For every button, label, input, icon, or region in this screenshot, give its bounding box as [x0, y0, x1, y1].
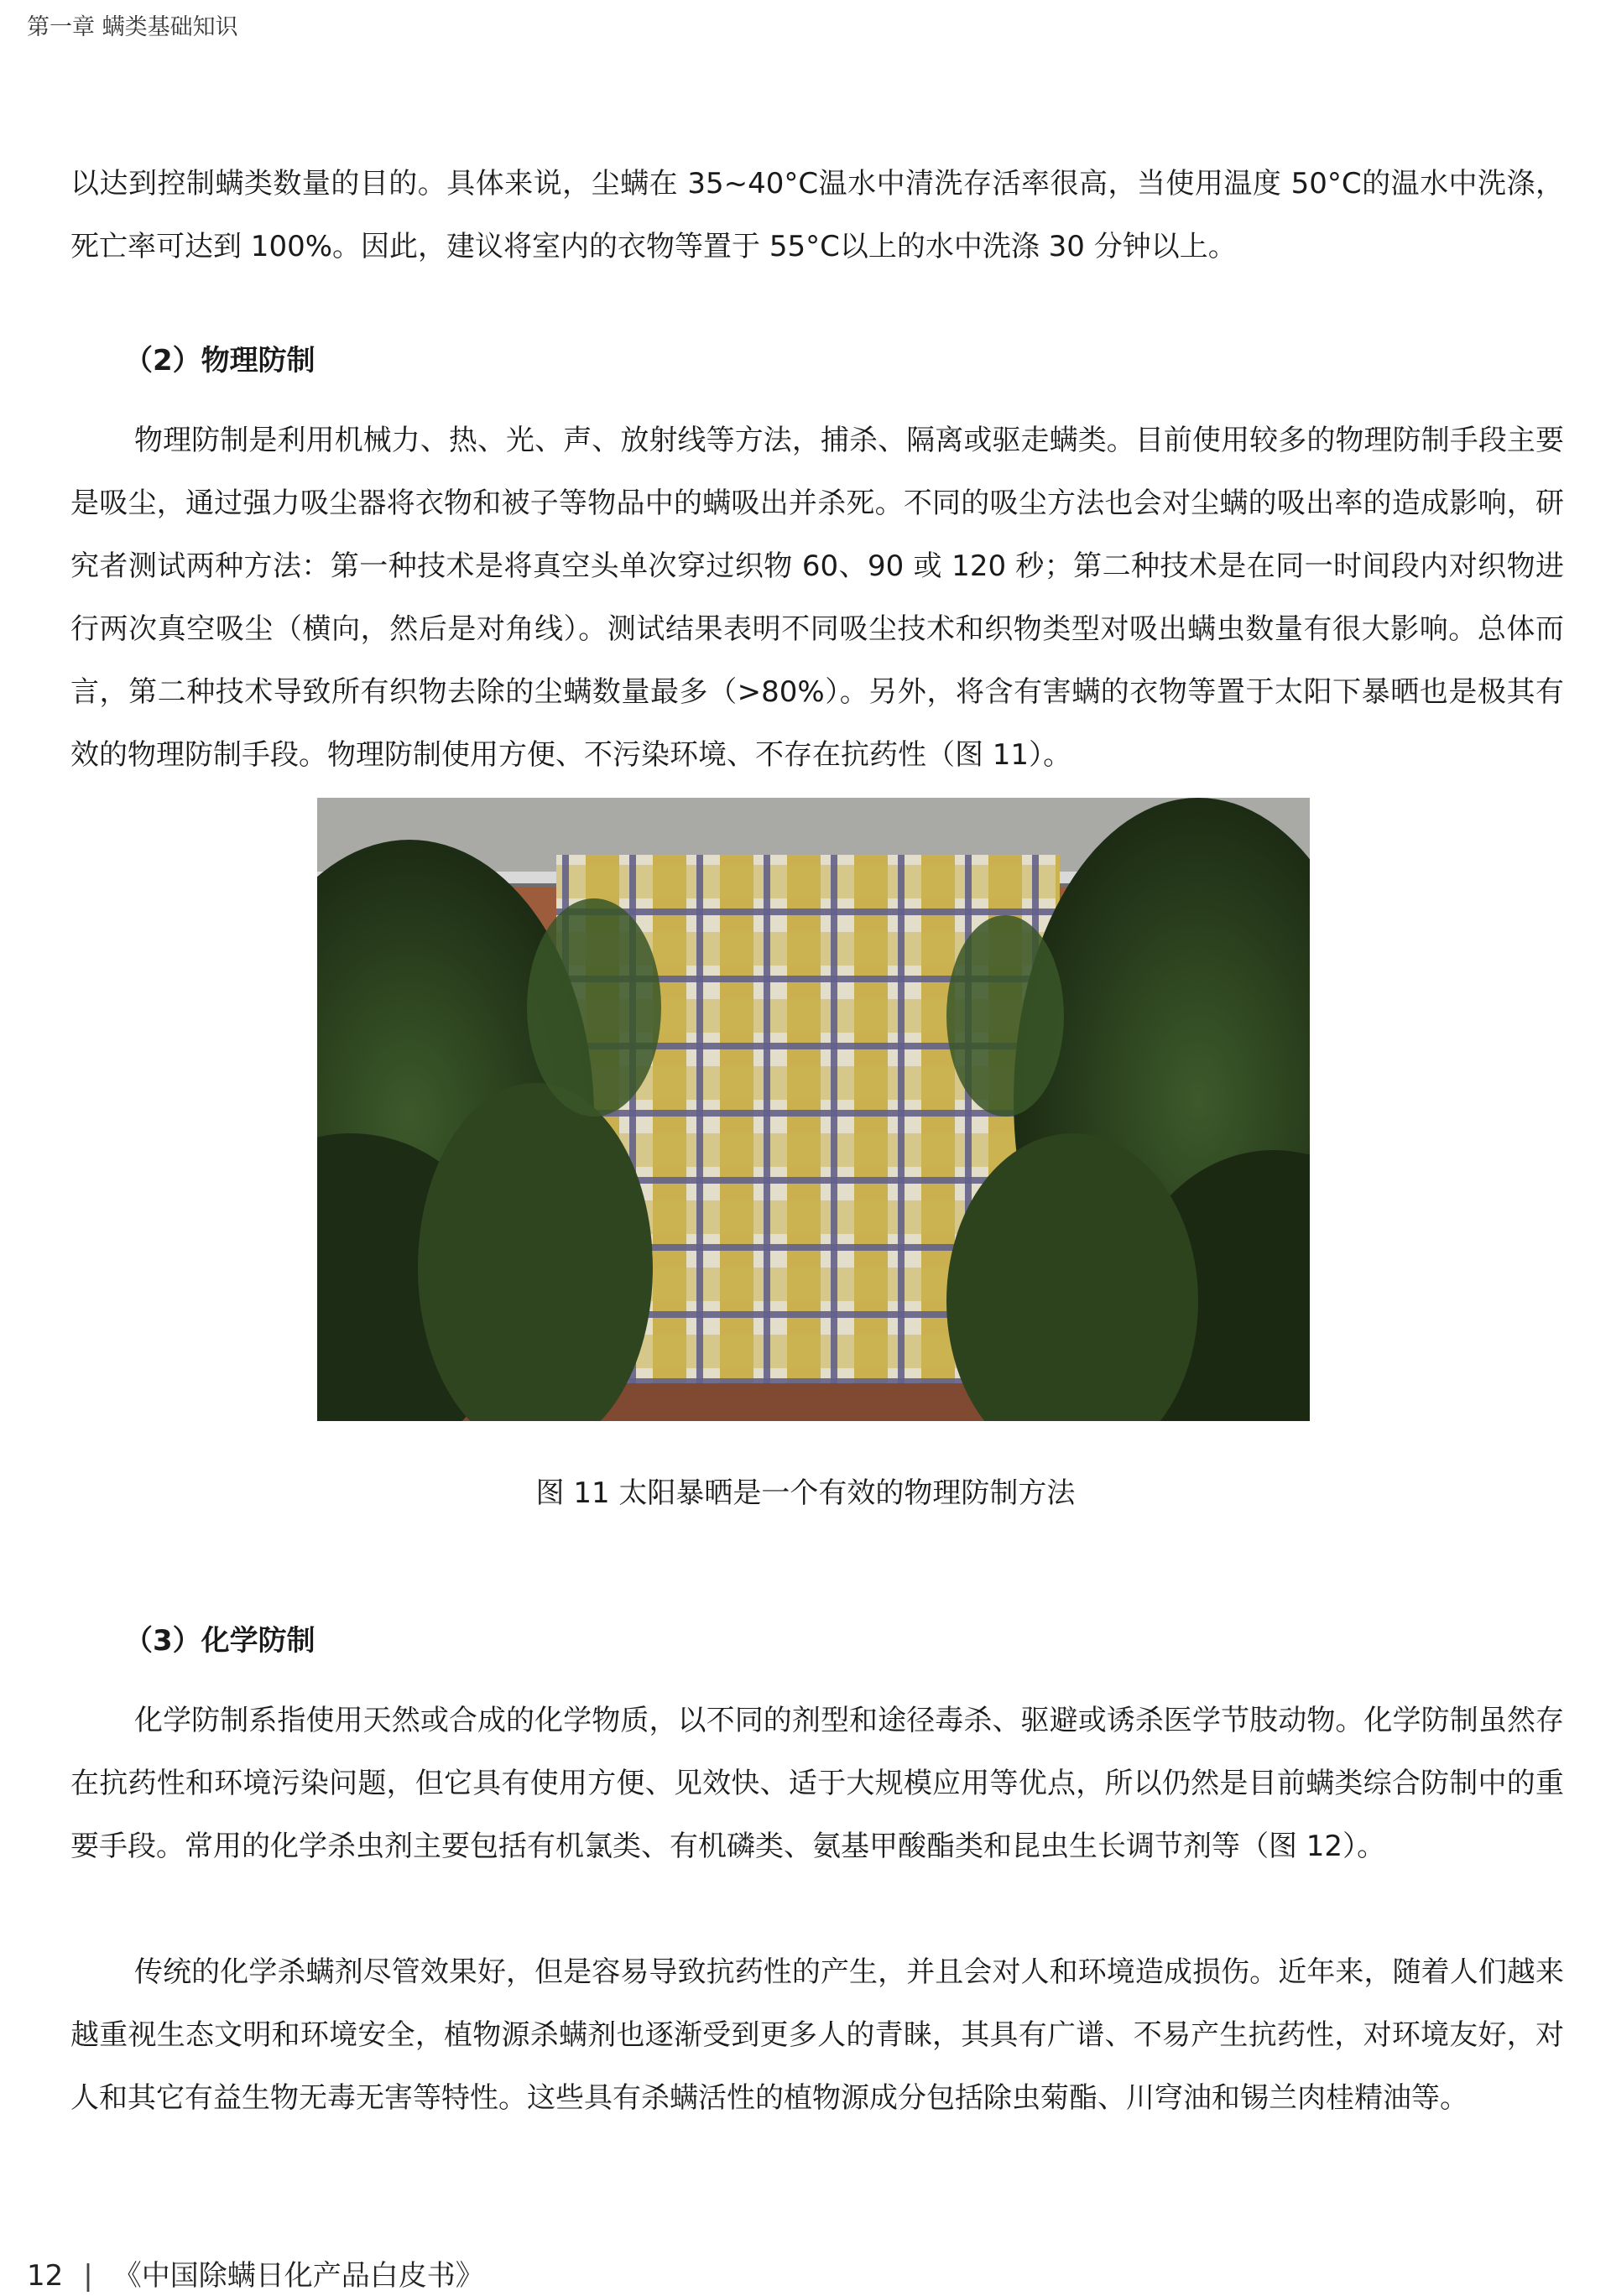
section-title-chemical: （3）化学防制 [124, 1624, 315, 1658]
section-title-physical: （2）物理防制 [124, 344, 315, 377]
page-footer [27, 2252, 484, 2293]
figure-caption: 图 11 太阳暴晒是一个有效的物理防制方法 [535, 1476, 1076, 1510]
paragraph-physical: 物理防制是利用机械力、热、光、声、放射线等方法，捕杀、隔离或驱走螨类。目前使用较多的物理防制手段主要是吸尘，通过强力吸尘器将衣物和被子等物品中的螨吸出并杀死。不同的吸尘方法也会对尘螨的吸出率的造成影响，研究者测试两种方法：第一种技术是将真空头单次穿过织物 60、90 或 120 秒；第二种技术是在同一时间段内对织物进行两次真空吸尘（横向，然后是对角线）。测试结果表明不同吸尘技术和织物类型对吸出螨虫数量有很大影响。总体而言，第二种技术导致所有织物去除的尘螨数量最多（>80%）。另外，将含有害螨的衣物等置于太阳下暴晒也是极其有效的物理防制手段。物理防制使用方便、不污染环境、不存在抗药性（图 11）。 [70, 424, 1564, 772]
footer-separator: | [83, 2259, 93, 2293]
paragraph-intro: 以达到控制螨类数量的目的。具体来说，尘螨在 35~40°C温水中清洗存活率很高，当使用温度 50°C的温水中洗涤，死亡率可达到 100%。因此，建议将室内的衣物等置于 55°C以上的水中洗涤 30 分钟以上。 [70, 167, 1564, 263]
quilt-photo-illustration [317, 798, 1310, 1421]
page-number: 12 [27, 2259, 64, 2293]
book-title: 《中国除螨日化产品白皮书》 [112, 2259, 484, 2293]
running-header: 第一章 螨类基础知识 [27, 14, 238, 40]
figure-sun-drying-quilt [317, 798, 1310, 1421]
paragraph-chemical: 化学防制系指使用天然或合成的化学物质，以不同的剂型和途径毒杀、驱避或诱杀医学节肢动物。化学防制虽然存在抗药性和环境污染问题，但它具有使用方便、见效快、适于大规模应用等优点，所以仍然是目前螨类综合防制中的重要手段。常用的化学杀虫剂主要包括有机氯类、有机磷类、氨基甲酸酯类和昆虫生长调节剂等（图 12）。 [70, 1704, 1564, 1863]
paragraph-botanical: 传统的化学杀螨剂尽管效果好，但是容易导致抗药性的产生，并且会对人和环境造成损伤。近年来，随着人们越来越重视生态文明和环境安全，植物源杀螨剂也逐渐受到更多人的青睐，其具有广谱、不易产生抗药性，对环境友好，对人和其它有益生物无毒无害等特性。这些具有杀螨活性的植物源成分包括除虫菊酯、川穹油和锡兰肉桂精油等。 [70, 1955, 1564, 2115]
